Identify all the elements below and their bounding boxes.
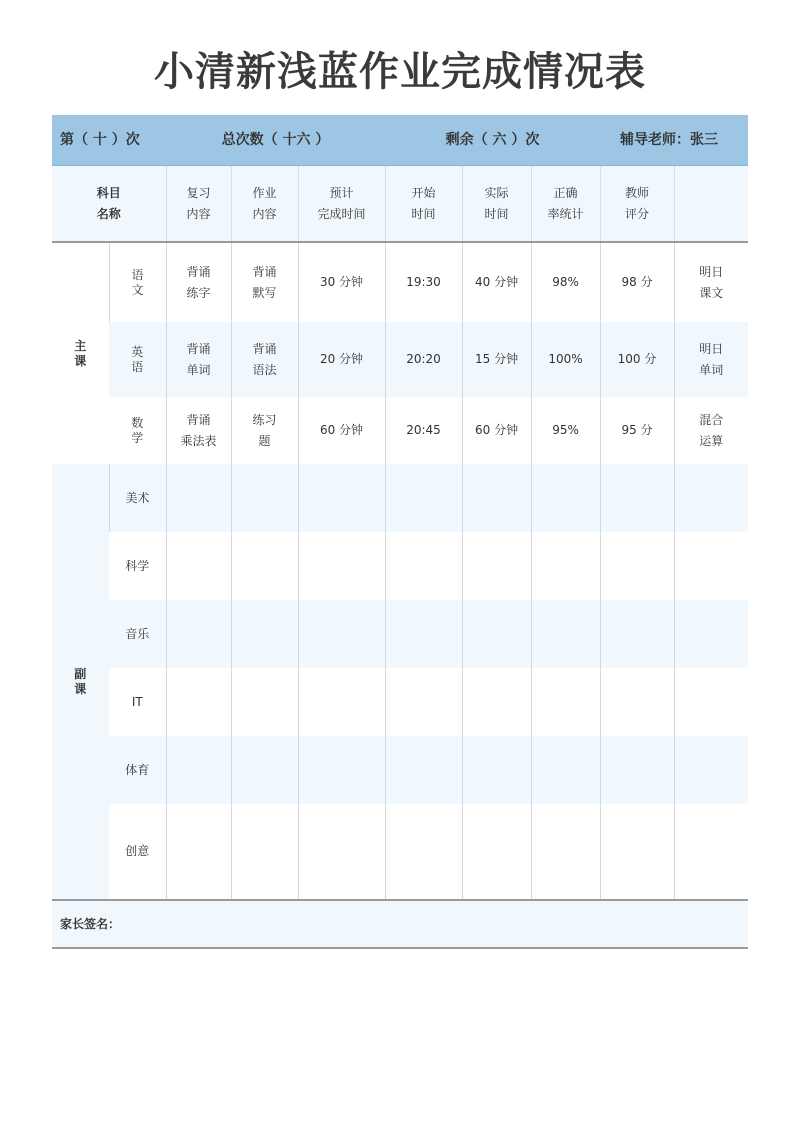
subject-cell: 创意	[109, 804, 166, 900]
preview-cell[interactable]: 明日 课文	[674, 242, 748, 322]
empty-cell[interactable]	[385, 668, 462, 736]
signature-row	[52, 900, 748, 948]
parent-signature-field[interactable]: 家长签名：	[52, 900, 748, 948]
empty-cell[interactable]	[231, 532, 298, 600]
homework-table	[52, 115, 748, 949]
empty-cell[interactable]	[231, 736, 298, 804]
table-row	[52, 600, 748, 668]
review-cell[interactable]: 背诵 乘法表	[166, 397, 231, 464]
empty-cell[interactable]	[674, 532, 748, 600]
accuracy-cell[interactable]: 98%	[531, 242, 600, 322]
empty-cell[interactable]	[674, 600, 748, 668]
empty-cell[interactable]	[231, 804, 298, 900]
table-row	[52, 397, 748, 464]
info-header-row	[52, 115, 748, 166]
score-cell[interactable]: 98 分	[600, 242, 674, 322]
column-header-row	[52, 166, 748, 243]
table-row	[52, 668, 748, 736]
empty-cell[interactable]	[298, 668, 385, 736]
empty-cell[interactable]	[166, 532, 231, 600]
empty-cell[interactable]	[231, 464, 298, 532]
actual-cell[interactable]: 60 分钟	[462, 397, 531, 464]
estimated-cell[interactable]: 30 分钟	[298, 242, 385, 322]
empty-cell[interactable]	[166, 668, 231, 736]
accuracy-cell[interactable]: 95%	[531, 397, 600, 464]
empty-cell[interactable]	[385, 600, 462, 668]
subject-cell: 美术	[109, 464, 166, 532]
table-row	[52, 532, 748, 600]
empty-cell[interactable]	[462, 736, 531, 804]
homework-cell[interactable]: 练习 题	[231, 397, 298, 464]
start-cell[interactable]: 20:45	[385, 397, 462, 464]
table-row	[52, 464, 748, 532]
actual-cell[interactable]: 15 分钟	[462, 322, 531, 397]
empty-cell[interactable]	[531, 804, 600, 900]
empty-cell[interactable]	[674, 464, 748, 532]
empty-cell[interactable]	[674, 804, 748, 900]
teacher-name: 辅导老师：张三	[600, 115, 748, 166]
table-row	[52, 736, 748, 804]
accuracy-cell[interactable]: 100%	[531, 322, 600, 397]
empty-cell[interactable]	[385, 736, 462, 804]
group-sub-label: 副 课	[52, 464, 109, 900]
col-estimated-time: 预计 完成时间	[298, 166, 385, 243]
empty-cell[interactable]	[166, 464, 231, 532]
empty-cell[interactable]	[166, 736, 231, 804]
group-main-label: 主 课	[52, 242, 109, 464]
preview-cell[interactable]: 明日 单词	[674, 322, 748, 397]
empty-cell[interactable]	[531, 532, 600, 600]
start-cell[interactable]: 20:20	[385, 322, 462, 397]
preview-cell[interactable]: 混合 运算	[674, 397, 748, 464]
col-accuracy: 正确 率统计	[531, 166, 600, 243]
empty-cell[interactable]	[531, 464, 600, 532]
subject-cell: 数 学	[109, 397, 166, 464]
review-cell[interactable]: 背诵 练字	[166, 242, 231, 322]
empty-cell[interactable]	[531, 736, 600, 804]
estimated-cell[interactable]: 20 分钟	[298, 322, 385, 397]
empty-cell[interactable]	[298, 532, 385, 600]
col-preview: 预习 内容	[674, 166, 748, 243]
empty-cell[interactable]	[600, 532, 674, 600]
score-cell[interactable]: 95 分	[600, 397, 674, 464]
subject-cell: IT	[109, 668, 166, 736]
empty-cell[interactable]	[462, 532, 531, 600]
subject-cell: 体育	[109, 736, 166, 804]
table-row	[52, 322, 748, 397]
col-teacher-score: 教师 评分	[600, 166, 674, 243]
empty-cell[interactable]	[674, 668, 748, 736]
empty-cell[interactable]	[531, 600, 600, 668]
empty-cell[interactable]	[674, 736, 748, 804]
subject-cell: 英 语	[109, 322, 166, 397]
empty-cell[interactable]	[600, 600, 674, 668]
start-cell[interactable]: 19:30	[385, 242, 462, 322]
empty-cell[interactable]	[166, 804, 231, 900]
empty-cell[interactable]	[298, 736, 385, 804]
estimated-cell[interactable]: 60 分钟	[298, 397, 385, 464]
col-homework: 作业 内容	[231, 166, 298, 243]
table-row	[52, 804, 748, 900]
empty-cell[interactable]	[166, 600, 231, 668]
table-row	[52, 242, 748, 322]
empty-cell[interactable]	[298, 804, 385, 900]
empty-cell[interactable]	[462, 600, 531, 668]
col-start-time: 开始 时间	[385, 166, 462, 243]
empty-cell[interactable]	[531, 668, 600, 736]
empty-cell[interactable]	[600, 804, 674, 900]
subject-cell: 科学	[109, 532, 166, 600]
remaining-count: 剩余（ 六 ）次	[385, 115, 600, 166]
empty-cell[interactable]	[462, 464, 531, 532]
empty-cell[interactable]	[385, 804, 462, 900]
col-actual-time: 实际 时间	[462, 166, 531, 243]
homework-cell[interactable]: 背诵 语法	[231, 322, 298, 397]
empty-cell[interactable]	[385, 464, 462, 532]
empty-cell[interactable]	[462, 804, 531, 900]
empty-cell[interactable]	[231, 668, 298, 736]
total-count: 总次数（ 十六 ）	[166, 115, 385, 166]
review-cell[interactable]: 背诵 单词	[166, 322, 231, 397]
empty-cell[interactable]	[462, 668, 531, 736]
empty-cell[interactable]	[600, 464, 674, 532]
empty-cell[interactable]	[298, 600, 385, 668]
subject-cell: 语 文	[109, 242, 166, 322]
empty-cell[interactable]	[600, 736, 674, 804]
score-cell[interactable]: 100 分	[600, 322, 674, 397]
empty-cell[interactable]	[231, 600, 298, 668]
homework-cell[interactable]: 背诵 默写	[231, 242, 298, 322]
col-review: 复习 内容	[166, 166, 231, 243]
page-title: 小清新浅蓝作业完成情况表	[154, 49, 646, 95]
empty-cell[interactable]	[600, 668, 674, 736]
session-label: 第（ 十 ）次	[52, 115, 166, 166]
empty-cell[interactable]	[298, 464, 385, 532]
empty-cell[interactable]	[385, 532, 462, 600]
actual-cell[interactable]: 40 分钟	[462, 242, 531, 322]
col-subject: 科目 名称	[52, 166, 166, 243]
subject-cell: 音乐	[109, 600, 166, 668]
